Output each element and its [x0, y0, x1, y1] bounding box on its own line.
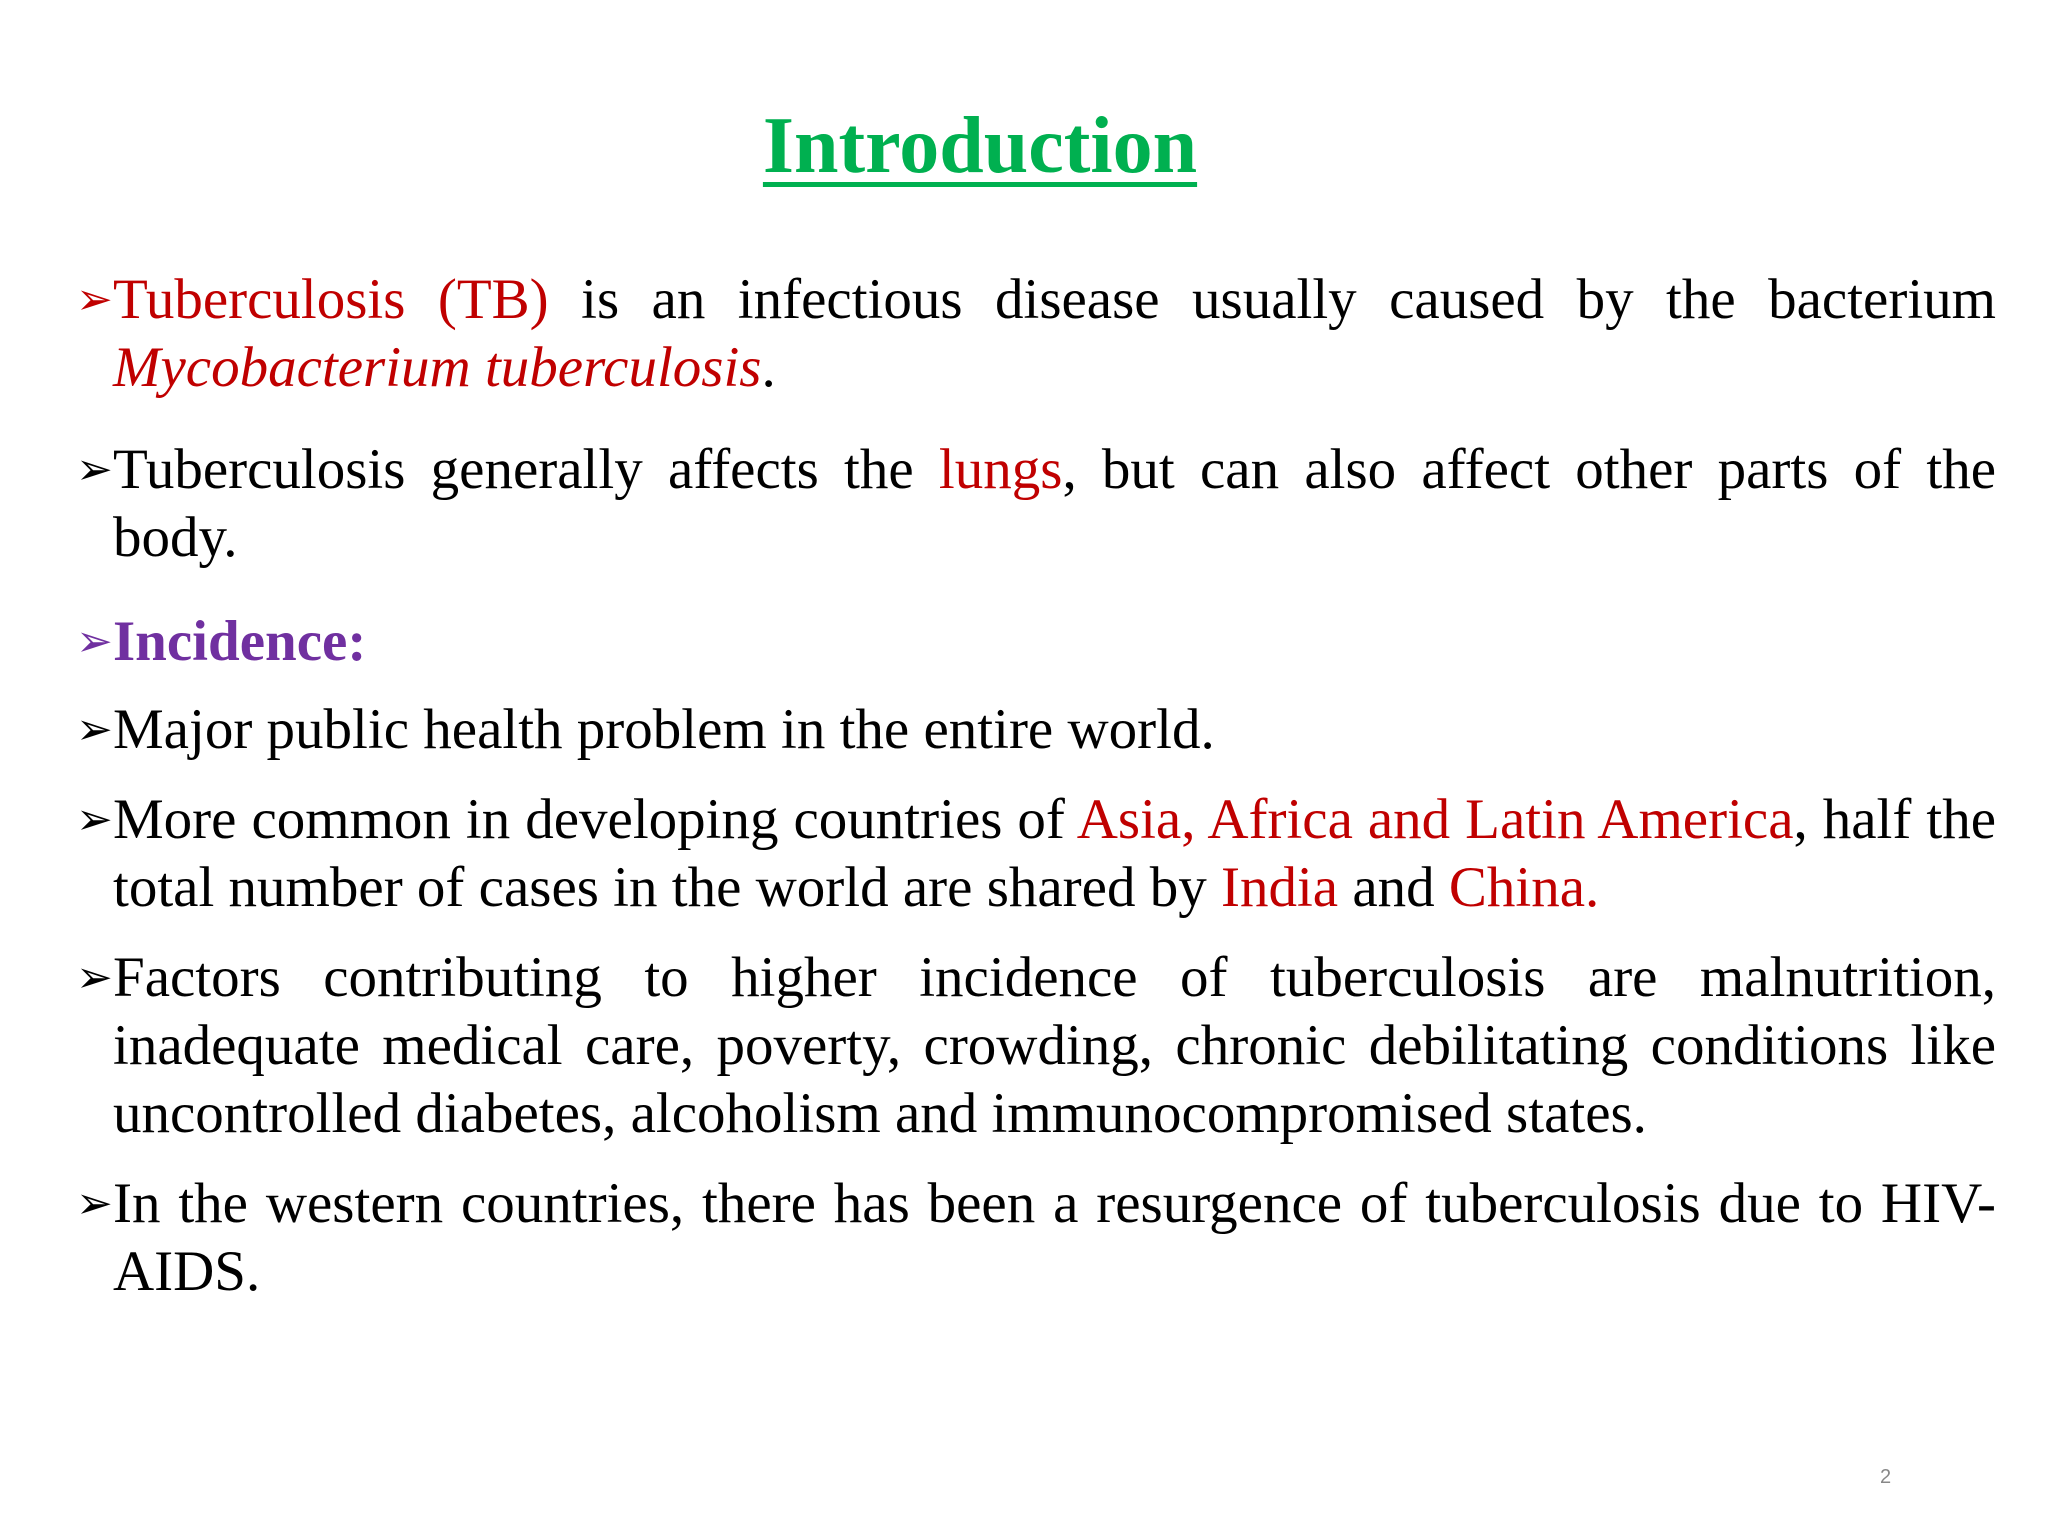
bullet-text: Factors contributing to higher incidence of tuberculosis are malnutrition, inadequate medical care, poverty, crowding, chronic debilitating conditions like uncontrolled diabetes, alcoholism and immunocompromised states. [113, 946, 1996, 1145]
bullet-text: , half the total number of cases in the world are shared by [113, 788, 1996, 919]
slide-title [0, 98, 1960, 194]
bullet-text: Tuberculosis generally affects the [113, 438, 939, 501]
bullet-text: is an infectious disease usually caused by the bacterium [548, 268, 1996, 331]
bullet-tb-lungs [76, 436, 1996, 572]
bullet-contributing-factors [76, 944, 1996, 1148]
arrow-bullet-icon: ➢ [76, 952, 113, 1003]
term-india: India [1220, 856, 1339, 919]
incidence-heading: Incidence: [113, 610, 367, 673]
bullet-text: and [1338, 856, 1449, 919]
term-mycobacterium: Mycobacterium tuberculosis [113, 336, 762, 399]
arrow-bullet-icon: ➢ [76, 794, 113, 845]
arrow-bullet-icon: ➢ [76, 444, 113, 495]
term-tuberculosis: Tuberculosis (TB) [113, 268, 549, 331]
bullet-incidence-heading [76, 608, 1996, 676]
slide-title-text: Introduction [762, 102, 1198, 190]
bullet-developing-countries [76, 786, 1996, 922]
page-number: 2 [1880, 1466, 1892, 1488]
bullet-text: In the western countries, there has been a resurgence of tuberculosis due to HIV-AIDS. [113, 1172, 1996, 1303]
arrow-bullet-icon: ➢ [76, 274, 113, 325]
bullet-text: Major public health problem in the entire world. [113, 698, 1215, 761]
arrow-bullet-icon: ➢ [76, 616, 113, 667]
bullet-tb-definition [76, 266, 1996, 402]
arrow-bullet-icon: ➢ [76, 704, 113, 755]
bullet-western-resurgence [76, 1170, 1996, 1306]
bullet-text: . [761, 336, 776, 399]
bullet-text: More common in developing countries of [113, 788, 1077, 851]
term-regions: Asia, Africa and Latin America [1076, 788, 1794, 851]
bullet-public-health [76, 696, 1996, 764]
slide-content [76, 266, 1996, 1306]
bullet-text: , but can also affect other parts of the body. [113, 438, 1996, 569]
arrow-bullet-icon: ➢ [76, 1178, 113, 1229]
term-lungs: lungs [938, 438, 1063, 501]
term-china: China. [1448, 856, 1600, 919]
